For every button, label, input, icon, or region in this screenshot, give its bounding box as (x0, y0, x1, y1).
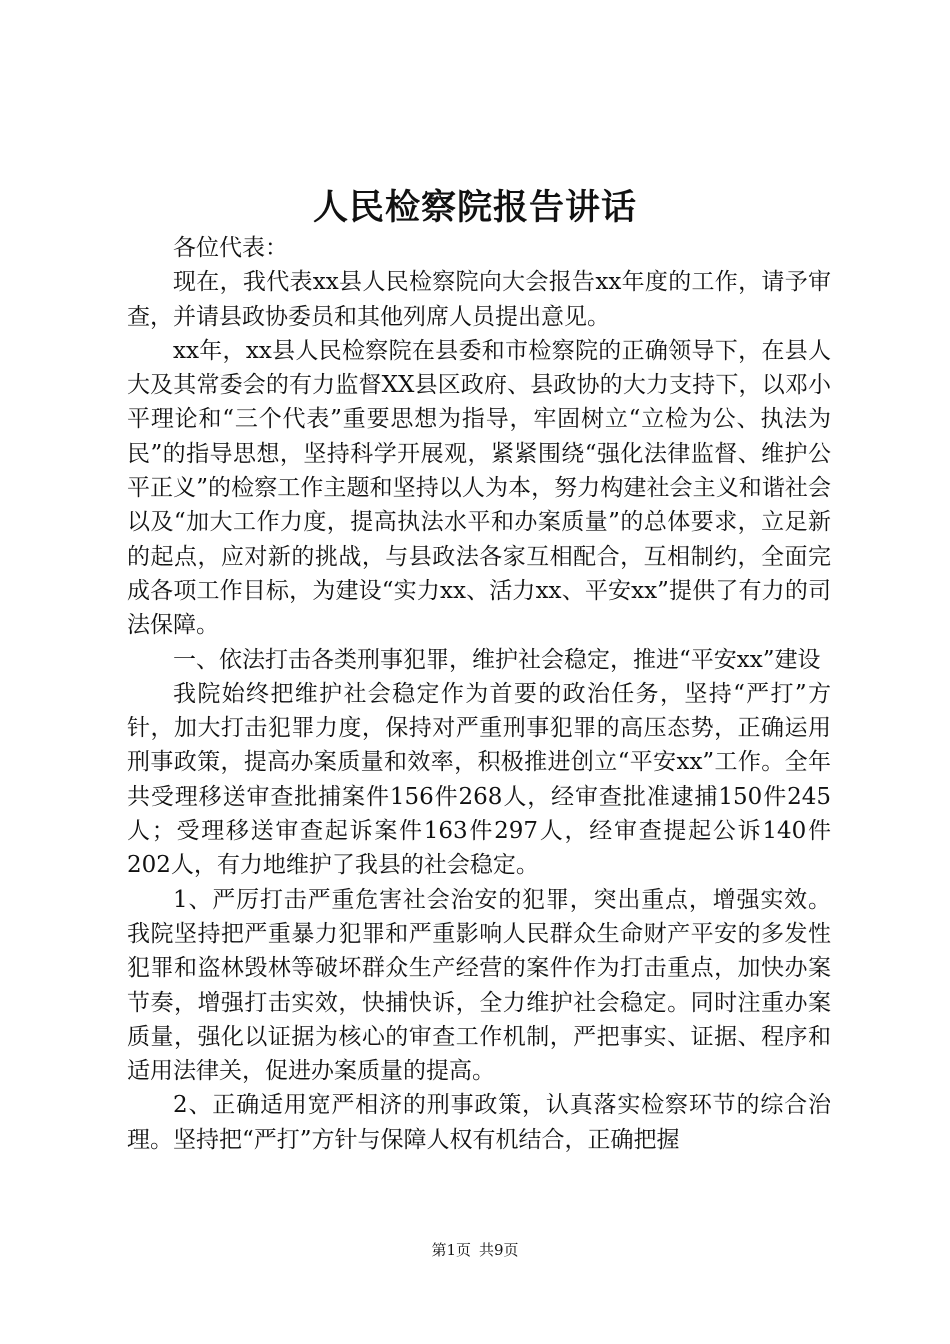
page-number: 第1页 (431, 1241, 471, 1259)
page-footer (0, 1240, 950, 1260)
paragraph-item-1: 1、严厉打击严重危害社会治安的犯罪，突出重点，增强实效。我院坚持把严重暴力犯罪和严重影响人民群众生命财产平安的多发性犯罪和盗林毁林等破坏群众生产经营的案件作为打击重点，加快办案节奏，增强打击实效，快捕快诉，全力维护社会稳定。同时注重办案质量，强化以证据为核心的审查工作机制，严把事实、证据、程序和适用法律关，促进办案质量的提高。 (127, 886, 831, 1085)
section-heading-1: 一、依法打击各类刑事犯罪，维护社会稳定，推进“平安xx”建设 (173, 646, 821, 673)
page-total: 共9页 (479, 1241, 519, 1259)
document-body (127, 231, 831, 1157)
document-title: 人民检察院报告讲话 (312, 188, 637, 228)
paragraph-salutation: 各位代表： (173, 235, 288, 261)
paragraph-item-2: 2、正确适用宽严相济的刑事政策，认真落实检察环节的综合治理。坚持把“严打”方针与保障人权有机结合，正确把握 (127, 1092, 831, 1153)
paragraph-section-1: 我院始终把维护社会稳定作为首要的政治任务，坚持“严打”方针，加大打击犯罪力度，保持对严重刑事犯罪的高压态势，正确运用刑事政策，提高办案质量和效率，积极推进创立“平安xx”工作。全年共受理移送审查批捕案件156件268人，经审查批准逮捕150件245人；受理移送审查起诉案件163件297人，经审查提起公诉140件202人，有力地维护了我县的社会稳定。 (127, 680, 831, 879)
paragraph-intro: 现在，我代表xx县人民检察院向大会报告xx年度的工作，请予审查，并请县政协委员和其他列席人员提出意见。 (127, 269, 831, 330)
paragraph-overview: xx年，xx县人民检察院在县委和市检察院的正确领导下，在县人大及其常委会的有力监督XX县区政府、县政协的大力支持下，以邓小平理论和“三个代表”重要思想为指导，牢固树立“立检为公、执法为民”的指导思想，坚持科学开展观，紧紧围绕“强化法律监督、维护公平正义”的检察工作主题和坚持以人为本，努力构建社会主义和谐社会以及“加大工作力度，提高执法水平和办案质量”的总体要求，立足新的起点，应对新的挑战，与县政法各家互相配合，互相制约，全面完成各项工作目标，为建设“实力xx、活力xx、平安xx”提供了有力的司法保障。 (127, 337, 831, 639)
